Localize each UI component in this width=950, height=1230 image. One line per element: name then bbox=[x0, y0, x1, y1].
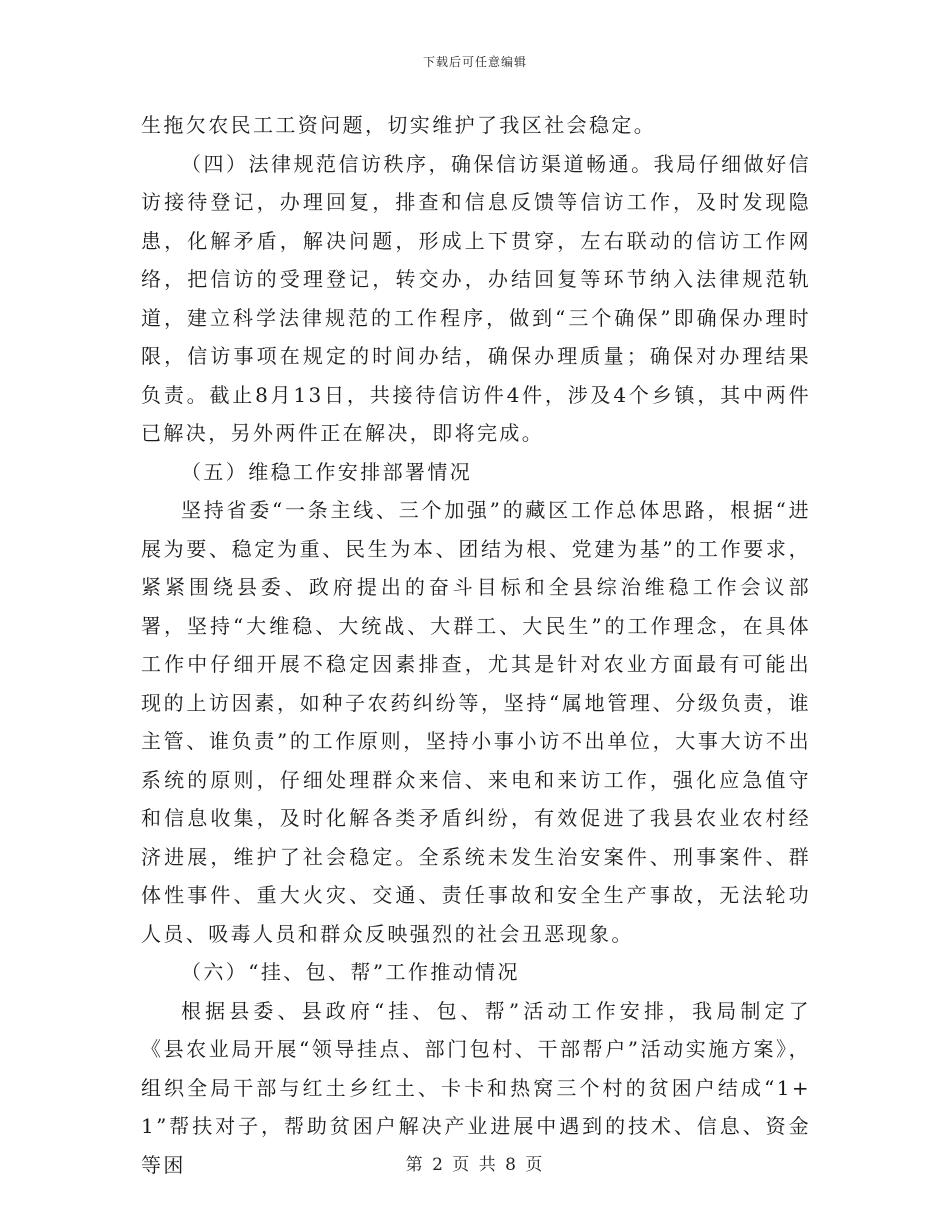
page-header-note: 下载后可任意编辑 bbox=[422, 55, 527, 69]
page-number-footer: 第 2 页 共 8 页 bbox=[405, 1155, 545, 1175]
paragraph-section-four: （四）法律规范信访秩序，确保信访渠道畅通。我局仔细做好信访接待登记，办理回复，排查和信息反馈等信访工作，及时发现隐患，化解矛盾，解决问题，形成上下贯穿，左右联动的信访工作网络，把信访的受理登记，转交办，办结回复等环节纳入法律规范轨道，建立科学法律规范的工作程序，做到“三个确保”即确保办理时限，信访事项在规定的时间办结，确保办理质量；确保对办理结果负责。截止8月13日，共接待信访件4件，涉及4个乡镇，其中两件已解决，另外两件正在解决，即将完成。 bbox=[141, 151, 811, 445]
document-body bbox=[141, 106, 811, 1184]
paragraph-continuation: 生拖欠农民工工资问题，切实维护了我区社会稳定。 bbox=[141, 113, 657, 137]
section-heading-six: （六）“挂、包、帮”工作推动情况 bbox=[181, 960, 520, 984]
paragraph-section-five: 坚持省委“一条主线、三个加强”的藏区工作总体思路，根据“进展为要、稳定为重、民生为本、团结为根、党建为基”的工作要求，紧紧围绕县委、政府提出的奋斗目标和全县综治维稳工作会议部署，坚持“大维稳、大统战、大群工、大民生”的工作理念，在具体工作中仔细开展不稳定因素排查，尤其是针对农业方面最有可能出现的上访因素，如种子农药纠纷等，坚持“属地管理、分级负责，谁主管、谁负责”的工作原则，坚持小事小访不出单位，大事大访不出系统的原则，仔细处理群众来信、来电和来访工作，强化应急值守和信息收集，及时化解各类矛盾纠纷，有效促进了我县农业农村经济进展，维护了社会稳定。全系统未发生治安案件、刑事案件、群体性事件、重大火灾、交通、责任事故和安全生产事故，无法轮功人员、吸毒人员和群众反映强烈的社会丑恶现象。 bbox=[141, 498, 811, 946]
section-heading-five: （五）维稳工作安排部署情况 bbox=[181, 459, 473, 484]
paragraph-section-six: 根据县委、县政府“挂、包、帮”活动工作安排，我局制定了《县农业局开展“领导挂点、部门包村、干部帮户”活动实施方案》，组织全局干部与红土乡红土、卡卡和热窝三个村的贫困户结成“1+1”帮扶对子，帮助贫困户解决产业进展中遇到的技术、信息、资金等困 bbox=[141, 998, 811, 1177]
